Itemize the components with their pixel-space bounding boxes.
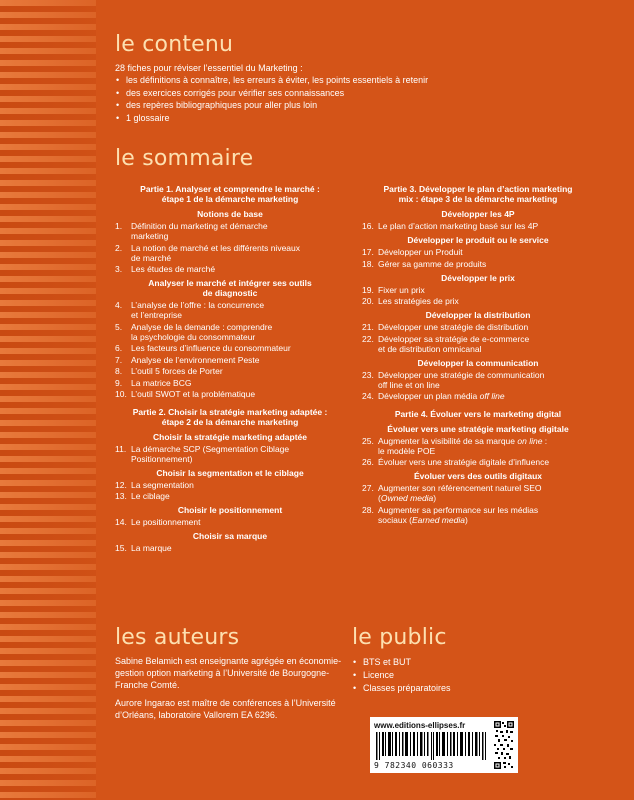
toc-item: 10. L’outil SWOT et la problématique (115, 389, 256, 399)
decorative-stripes (0, 0, 96, 800)
contenu-intro: 28 fiches pour réviser l’essentiel du Marketing : (115, 63, 303, 73)
toc-item: 1. Définition du marketing et démarche marketing (115, 221, 268, 241)
list-item: • des exercices corrigés pour vérifier ses connaissances (115, 87, 605, 100)
toc-item: 18. Gérer sa gamme de produits (362, 258, 487, 269)
list-item: • Licence (352, 669, 602, 682)
toc-item: 2. La notion de marché et les différents niveaux de marché (115, 242, 301, 263)
toc-item: 22. Développer sa stratégie de e-commerce et de distribution omnicanal (362, 333, 530, 354)
part-title: Partie 2. Choisir la stratégie marketing adaptée : étape 2 de la démarche marketing (132, 406, 328, 427)
barcode-icon (376, 732, 488, 760)
toc-item: 15. La marque (115, 543, 172, 553)
public-title: le public (352, 625, 447, 650)
toc-item: 11. La démarche SCP (Segmentation Ciblage Positionnement) (115, 443, 290, 464)
subsection-title: Développer les 4P (441, 209, 515, 219)
contenu-title: le contenu (115, 32, 234, 57)
publisher-url: www.editions-ellipses.fr (374, 721, 466, 730)
subsection-title: Développer la communication (417, 357, 539, 368)
section-public (352, 625, 602, 695)
subsection-title: Choisir sa marque (192, 531, 268, 541)
contenu-list (115, 74, 605, 124)
sommaire-left-column (115, 184, 345, 555)
auteur-bio: Aurore Ingarao est maître de conférences à l’Université d’Orléans, laboratoire Vallorem EA 6296. (115, 698, 336, 720)
toc-item: 8. L’outil 5 forces de Porter (115, 366, 223, 376)
toc-item: 26. Évoluer vers une stratégie digitale d’influence (362, 457, 550, 467)
list-item: • 1 glossaire (115, 112, 605, 125)
list-item: • les définitions à connaître, les erreurs à éviter, les points essentiels à retenir (115, 74, 605, 87)
subsection-title: Analyser le marché et intégrer ses outils de diagnostic (148, 278, 312, 298)
list-item: • des repères bibliographiques pour aller plus loin (115, 99, 605, 112)
subsection-title: Développer le produit ou le service (407, 235, 549, 245)
toc-item: 16. Le plan d’action marketing basé sur les 4P (362, 221, 539, 231)
subsection-title: Choisir le positionnement (177, 505, 283, 515)
list-item: • Classes préparatoires (352, 682, 602, 695)
subsection-title: Choisir la stratégie marketing adaptée (153, 431, 307, 442)
toc-item: 5. Analyse de la demande : comprendre la psychologie du consommateur (115, 321, 273, 342)
sommaire-title: le sommaire (115, 146, 254, 171)
public-list (352, 656, 602, 695)
section-auteurs (115, 625, 345, 721)
toc-item: 21. Développer une stratégie de distribution (362, 322, 529, 332)
subsection-title: Notions de base (197, 209, 263, 219)
auteurs-title: les auteurs (115, 625, 240, 650)
subsection-title: Évoluer vers des outils digitaux (413, 471, 542, 481)
isbn-number: 9 782340 060333 (374, 761, 454, 770)
toc-item: 24. Développer un plan média off line (362, 391, 505, 401)
part-title: Partie 4. Évoluer vers le marketing digital (394, 408, 562, 419)
toc-item: 20. Les stratégies de prix (362, 296, 459, 306)
auteur-bio: Sabine Belamich est enseignante agrégée en économie-gestion option marketing à l’Université de Bourgogne-Franche Comté. (115, 656, 342, 690)
part-title: Partie 1. Analyser et comprendre le marché : étape 1 de la démarche marketing (140, 184, 320, 204)
subsection-title: Développer la distribution (425, 310, 531, 320)
toc-item: 13. Le ciblage (115, 491, 170, 501)
subsection-title: Développer le prix (441, 272, 515, 283)
subsection-title: Évoluer vers une stratégie marketing digitale (387, 423, 569, 434)
qr-code-icon (494, 721, 514, 769)
part-title: Partie 3. Développer le plan d’action marketing mix : étape 3 de la démarche marketing (383, 184, 573, 204)
toc-item: 17. Développer un Produit (362, 247, 463, 257)
sommaire-right-column (362, 184, 594, 526)
toc-item: 9. La matrice BCG (115, 377, 192, 388)
toc-item: 27. Augmenter son référencement naturel SEO (Owned media) (362, 483, 542, 503)
toc-item: 19. Fixer un prix (362, 284, 425, 295)
toc-item: 4. L’analyse de l’offre : la concurrence et l’entreprise (115, 300, 265, 320)
toc-item: 6. Les facteurs d’influence du consommateur (115, 343, 291, 353)
toc-item: 7. Analyse de l’environnement Peste (115, 354, 260, 365)
toc-item: 25. Augmenter la visibilité de sa marque on line : le modèle POE (362, 435, 548, 456)
toc-item: 28. Augmenter sa performance sur les médias sociaux (Earned media) (362, 504, 539, 525)
list-item: • BTS et BUT (352, 656, 602, 669)
toc-item: 3. Les études de marché (115, 264, 216, 274)
toc-item: 23. Développer une stratégie de communication off line et on line (362, 369, 545, 390)
section-contenu (115, 32, 605, 124)
section-sommaire (115, 146, 605, 553)
toc-item: 14. Le positionnement (115, 517, 201, 527)
toc-item: 12. La segmentation (115, 479, 194, 490)
barcode-box (370, 717, 518, 773)
subsection-title: Choisir la segmentation et le ciblage (156, 467, 304, 478)
